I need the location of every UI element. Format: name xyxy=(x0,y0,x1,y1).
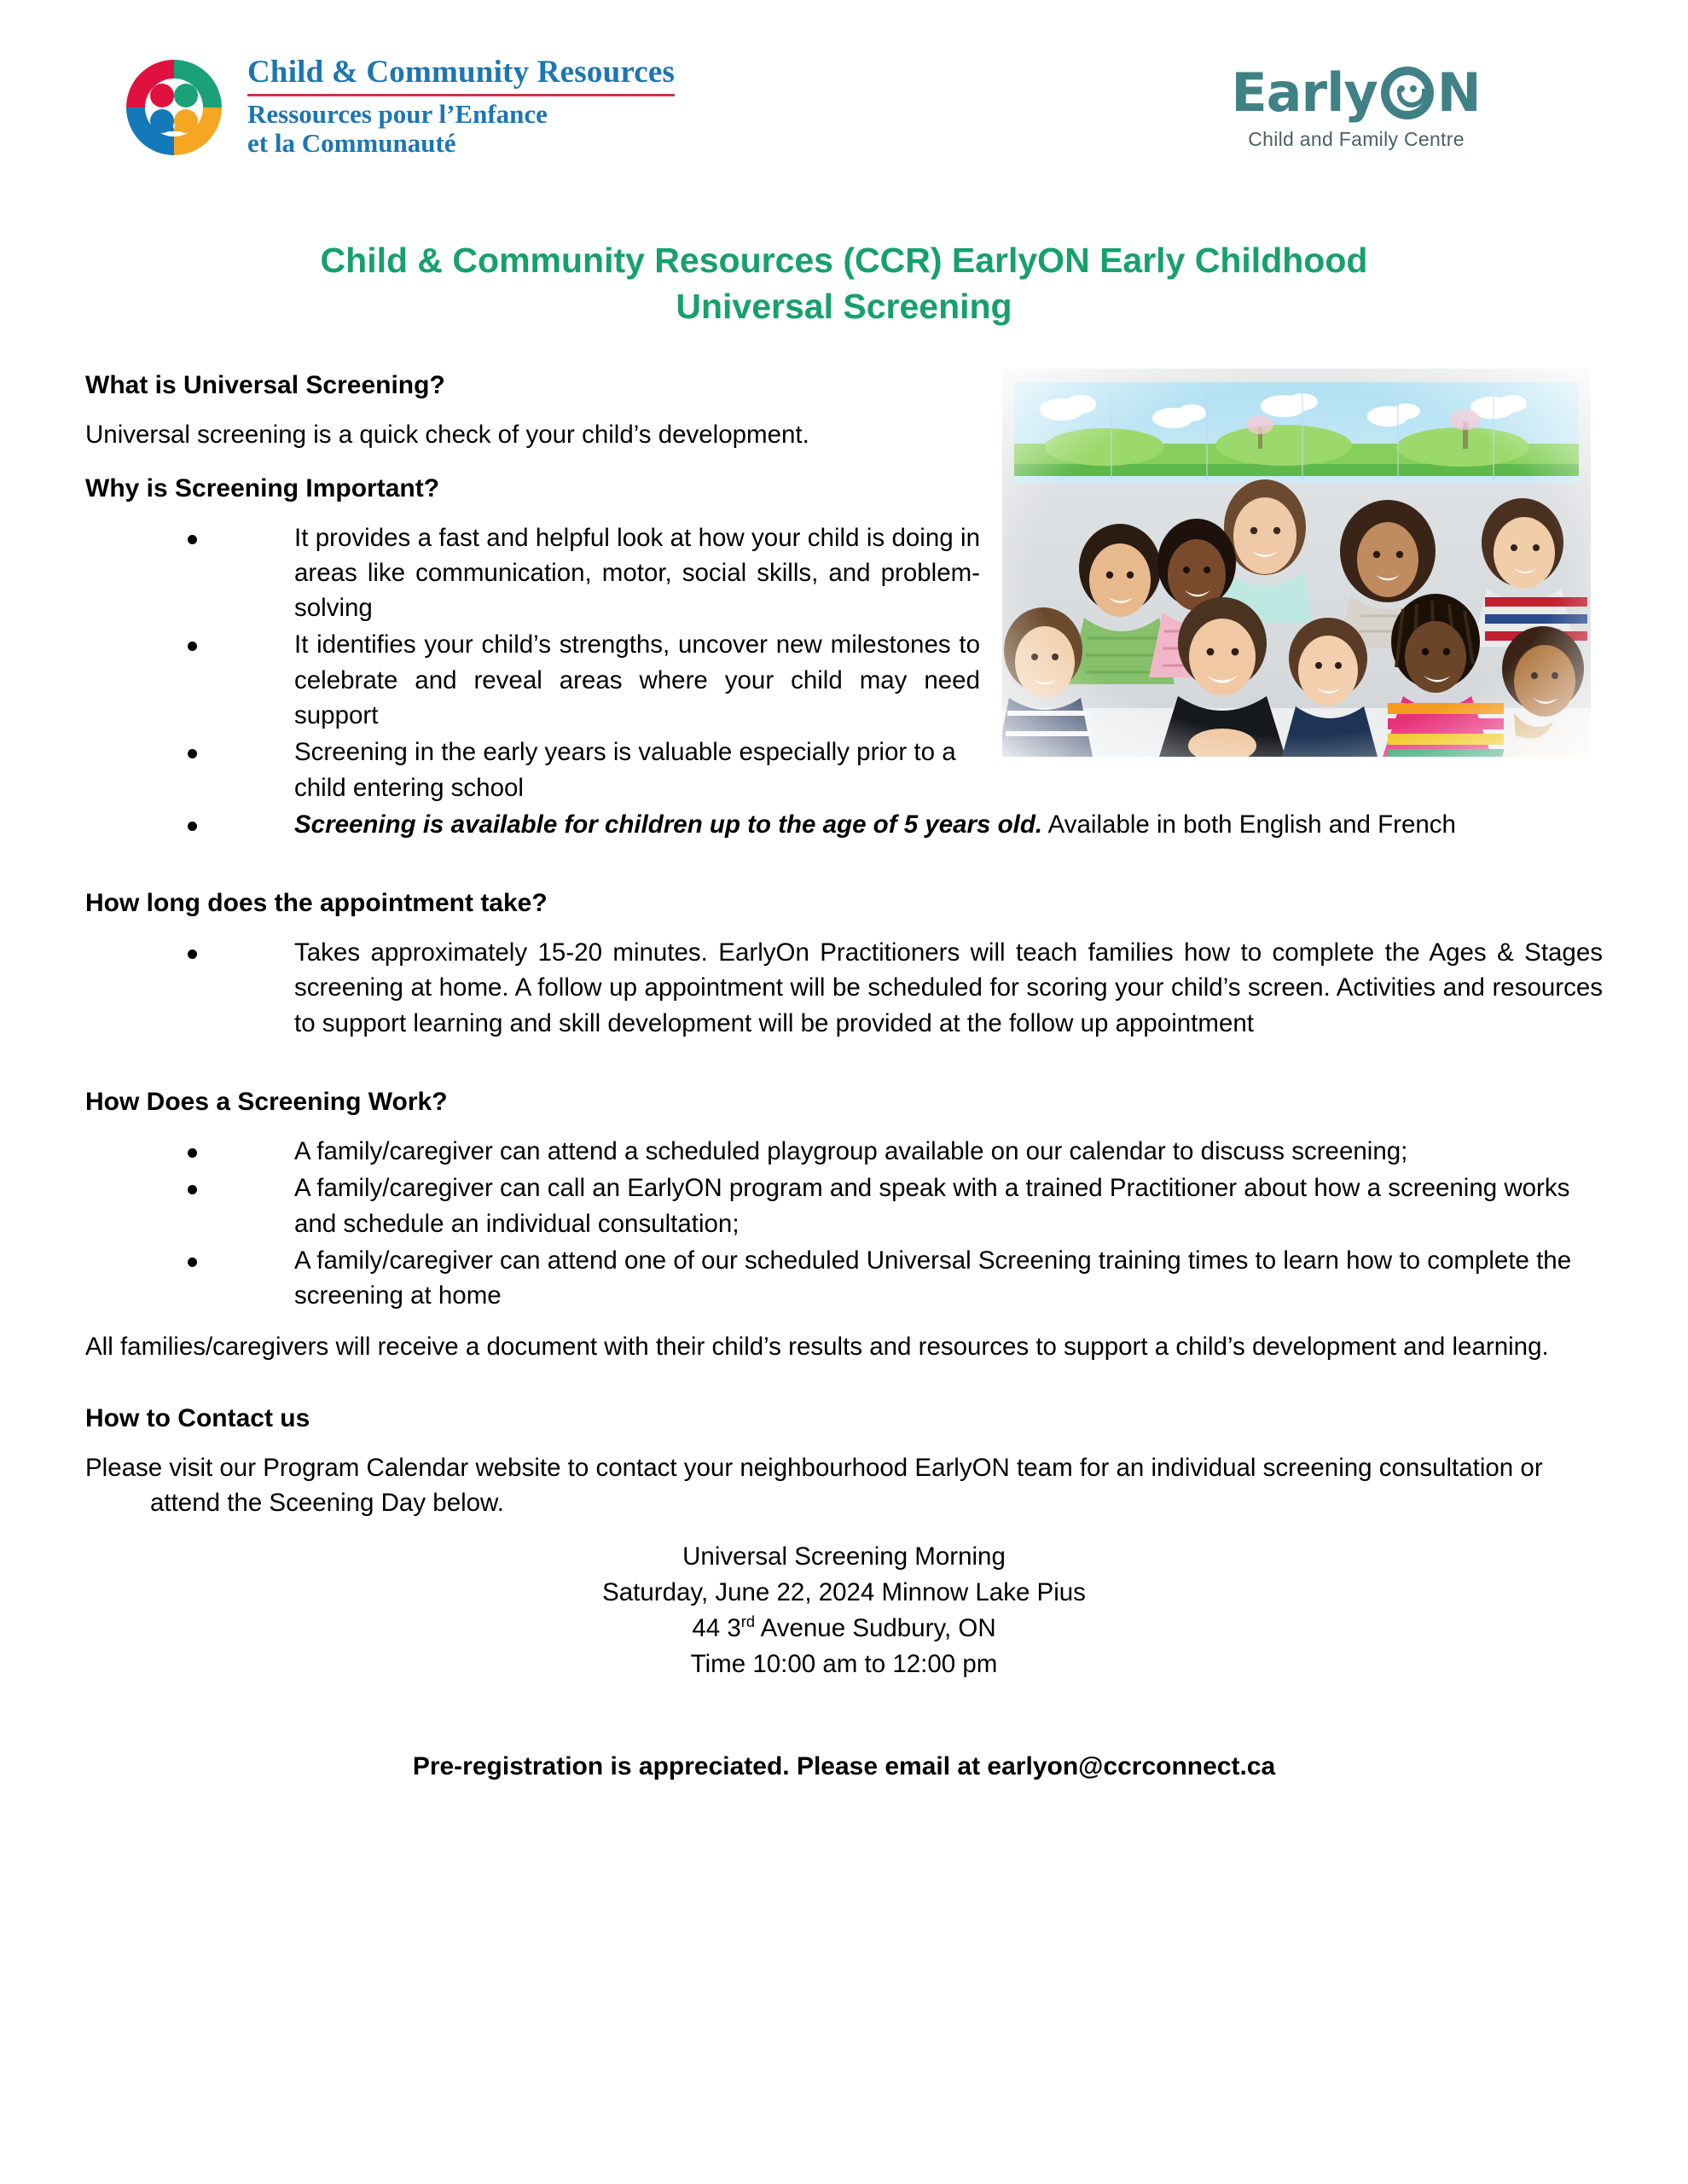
ccr-logo-mark-icon xyxy=(119,53,229,162)
earlyon-wordmark-early: Early xyxy=(1231,61,1378,124)
list-item: A family/caregiver can call an EarlyON program and speak with a trained Practitioner about how a screening works and schedule an individual consultation; xyxy=(85,1170,1603,1241)
footer-preregistration-note: Pre-registration is appreciated. Please email at earlyon@ccrconnect.ca xyxy=(412,1751,1276,1780)
header xyxy=(85,0,1603,222)
event-time: Time 10:00 am to 12:00 pm xyxy=(690,1650,998,1679)
event-address-ordinal-suffix: rd xyxy=(740,1612,756,1631)
heading-what-is-universal-screening: What is Universal Screening? xyxy=(85,371,445,400)
earlyon-logo-subtitle: Child and Family Centre xyxy=(1248,128,1465,150)
earlyon-wordmark-n: N xyxy=(1436,61,1482,124)
event-address-number: 44 3 xyxy=(692,1614,741,1643)
list-item: It identifies your child’s strengths, uncover new milestones to celebrate and reveal areas where your child may need support xyxy=(85,627,1603,733)
event-title: Universal Screening Morning xyxy=(682,1542,1006,1571)
list-how-does-a-screening-work xyxy=(85,1134,1603,1313)
document-body xyxy=(85,369,1603,1784)
page-title-line-1: Child & Community Resources (CCR) EarlyON Early Childhood xyxy=(320,241,1368,280)
smiley-mouth-icon xyxy=(1397,89,1426,107)
event-address xyxy=(85,1611,1603,1647)
event-details xyxy=(85,1539,1603,1682)
spacer xyxy=(85,1056,1603,1085)
earlyon-smiley-face-icon xyxy=(1381,67,1434,119)
list-item: It provides a fast and helpful look at how your child is doing in areas like communication, motor, social skills, and problem-solving xyxy=(85,520,1603,626)
event-address-street: Avenue Sudbury, ON xyxy=(755,1614,996,1643)
earlyon-wordmark xyxy=(1186,61,1527,124)
list-how-long-does-the-appointment-take xyxy=(85,935,1603,1041)
paragraph-results-document: All families/caregivers will receive a document with their child’s results and resources to support a child’s development and learning. xyxy=(85,1332,1549,1361)
ccr-logo xyxy=(119,53,675,162)
page-title xyxy=(162,237,1526,329)
list-item xyxy=(85,807,1603,842)
heading-how-does-a-screening-work: How Does a Screening Work? xyxy=(85,1088,448,1117)
list-why-is-screening-important xyxy=(85,520,1603,843)
earlyon-logo xyxy=(1186,61,1527,151)
list-item-emphasis: Screening is available for children up to the age of 5 years old. xyxy=(294,810,1043,839)
spacer xyxy=(85,1383,1603,1402)
heading-how-to-contact-us: How to Contact us xyxy=(85,1403,310,1432)
heading-how-long-does-the-appointment-take: How long does the appointment take? xyxy=(85,889,548,918)
list-item: Screening in the early years is valuable especially prior to a child entering school xyxy=(85,735,1603,805)
ccr-logo-text-french-line2: et la Communauté xyxy=(247,128,456,159)
heading-why-is-screening-important: Why is Screening Important? xyxy=(85,473,440,502)
spacer xyxy=(85,857,1603,886)
ccr-logo-text-french-line1: Ressources pour l’Enfance xyxy=(247,98,548,129)
ccr-logo-divider xyxy=(247,94,675,96)
list-item-text: Available in both English and French xyxy=(1042,810,1456,839)
ccr-logo-text-english: Child & Community Resources xyxy=(247,54,676,90)
list-item: A family/caregiver can attend one of our scheduled Universal Screening training times to learn how to complete the screening at home xyxy=(85,1243,1603,1314)
paragraph-what-is-universal-screening: Universal screening is a quick check of your child’s development. xyxy=(85,421,809,450)
event-date-location: Saturday, June 22, 2024 Minnow Lake Pius xyxy=(602,1578,1086,1607)
list-item: Takes approximately 15-20 minutes. EarlyOn Practitioners will teach families how to complete the Ages & Stages screening at home. A follow up appointment will be scheduled for scoring your child’s screen. Activities and resources to support learning and skill development will be provided at the follow up appointment xyxy=(85,935,1603,1041)
list-item: A family/caregiver can attend a scheduled playgroup available on our calendar to discuss screening; xyxy=(85,1134,1603,1169)
ccr-logo-text xyxy=(247,56,675,159)
paragraph-contact-instructions: Please visit our Program Calendar website to contact your neighbourhood EarlyON team for an individual screening consultation or attend the Sceening Day below. xyxy=(85,1453,1543,1518)
page-title-line-2: Universal Screening xyxy=(676,287,1012,327)
